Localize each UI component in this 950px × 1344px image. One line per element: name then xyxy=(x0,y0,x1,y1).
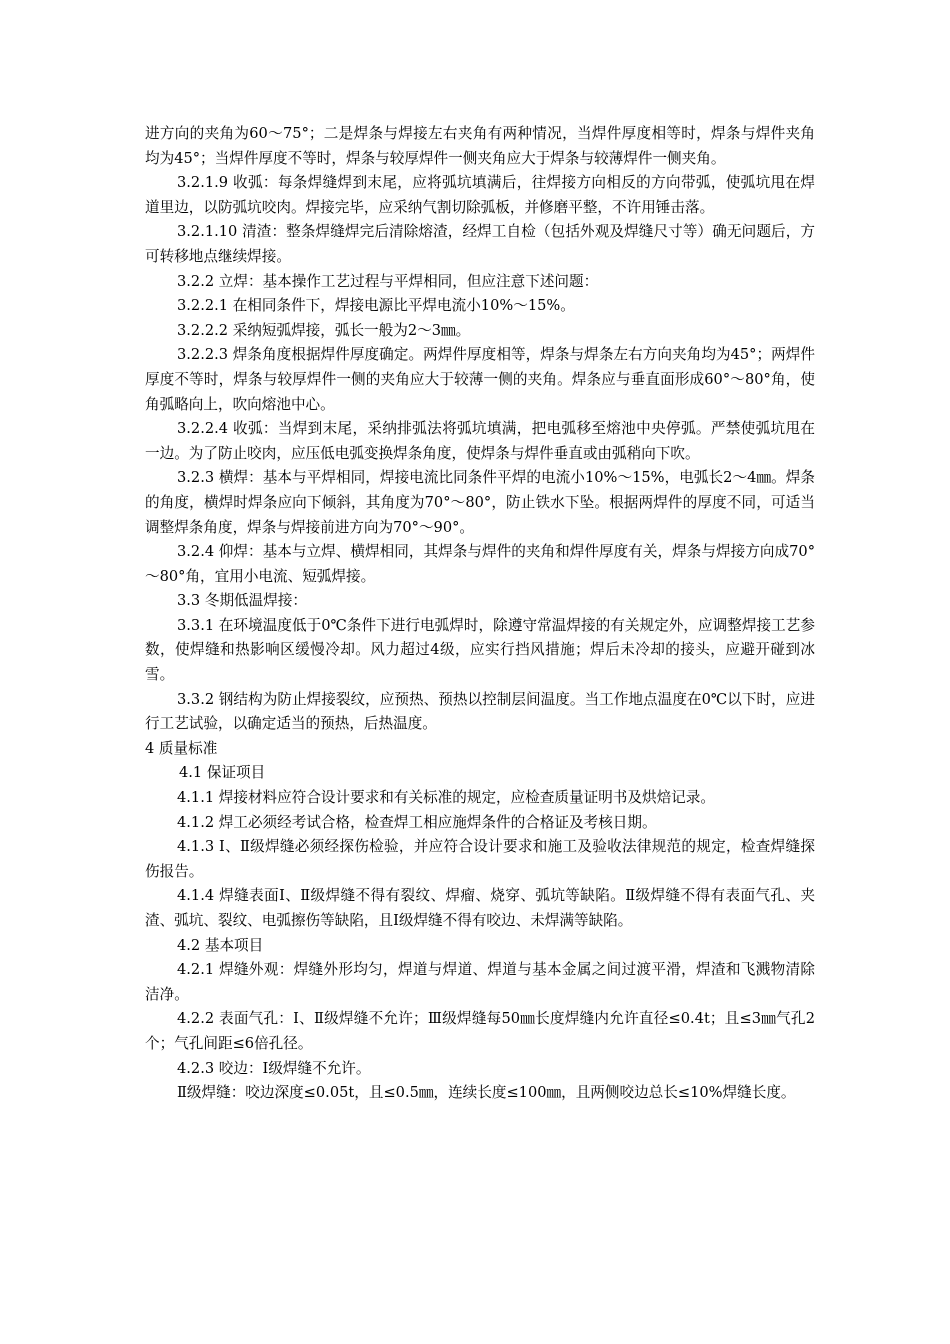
paragraph-3-3-1: 3.3.1 在环境温度低于0℃条件下进行电弧焊时，除遵守常温焊接的有关规定外，应调整焊接工艺参数，使焊缝和热影响区缓慢冷却。风力超过4级，应实行挡风措施；焊后未冷却的接头，应避开碰到冰雪。 xyxy=(145,616,815,684)
heading-3-3: 3.3 冬期低温焊接： xyxy=(177,592,308,610)
paragraph-3-2-1-9: 3.2.1.9 收弧：每条焊缝焊到末尾，应将弧坑填满后，往焊接方向相反的方向带弧，使弧坑甩在焊道里边，以防弧坑咬肉。焊接完毕，应采纳气割切除弧板，并修磨平整，不许用锤击落。 xyxy=(145,174,815,216)
document-body xyxy=(145,122,815,1106)
paragraph-3-2-1-10: 3.2.1.10 清渣：整条焊缝焊完后清除熔渣，经焊工自检（包括外观及焊缝尺寸等）确无问题后，方可转移地点继续焊接。 xyxy=(145,223,815,265)
paragraph-3-2-3: 3.2.3 横焊：基本与平焊相同，焊接电流比同条件平焊的电流小10%～15%，电弧长2～4㎜。焊条的角度，横焊时焊条应向下倾斜，其角度为70°～80°，防止铁水下坠。根据两焊件的厚度不同，可适当调整焊条角度，焊条与焊接前进方向为70°～90°。 xyxy=(145,469,815,536)
paragraph-welding-angle-continued: 进方向的夹角为60～75°；二是焊条与焊接左右夹角有两种情况，当焊件厚度相等时，焊条与焊件夹角均为45°；当焊件厚度不等时，焊条与较厚焊件一侧夹角应大于焊条与较薄焊件一侧夹角。 xyxy=(145,125,815,167)
heading-4-2: 4.2 基本项目 xyxy=(177,936,264,954)
paragraph-3-2-2-2: 3.2.2.2 采纳短弧焊接，弧长一般为2～3㎜。 xyxy=(177,321,471,339)
paragraph-4-2-3: 4.2.3 咬边：Ⅰ级焊缝不允许。 xyxy=(177,1059,371,1077)
paragraph-4-1-1: 4.1.1 焊接材料应符合设计要求和有关标准的规定，应检查质量证明书及烘焙记录。 xyxy=(177,789,715,807)
paragraph-4-2-1: 4.2.1 焊缝外观：焊缝外形均匀，焊道与焊道、焊道与基本金属之间过渡平滑，焊渣和飞溅物清除洁净。 xyxy=(145,961,815,1003)
paragraph-grade-ii-undercut: Ⅱ级焊缝：咬边深度≤0.05t，且≤0.5㎜，连续长度≤100㎜，且两侧咬边总长≤10%焊缝长度。 xyxy=(177,1084,796,1102)
heading-4-quality-standard: 4 质量标准 xyxy=(145,739,218,757)
paragraph-3-2-2-4: 3.2.2.4 收弧：当焊到末尾，采纳排弧法将弧坑填满，把电弧移至熔池中央停弧。严禁使弧坑甩在一边。为了防止咬肉，应压低电弧变换焊条角度，使焊条与焊件垂直或由弧稍向下吹。 xyxy=(145,420,815,462)
paragraph-3-3-2: 3.3.2 钢结构为防止焊接裂纹，应预热、预热以控制层间温度。当工作地点温度在0℃以下时，应进行工艺试验，以确定适当的预热，后热温度。 xyxy=(145,690,815,733)
heading-4-1: 4.1 保证项目 xyxy=(179,764,266,782)
paragraph-3-2-2-3: 3.2.2.3 焊条角度根据焊件厚度确定。两焊件厚度相等，焊条与焊条左右方向夹角均为45°；两焊件厚度不等时，焊条与较厚焊件一侧的夹角应大于较薄一侧的夹角。焊条应与垂直面形成60°～80°角，使角弧略向上，吹向熔池中心。 xyxy=(145,346,815,413)
paragraph-4-1-2: 4.1.2 焊工必须经考试合格，检查焊工相应施焊条件的合格证及考核日期。 xyxy=(177,813,657,831)
paragraph-4-2-2: 4.2.2 表面气孔：Ⅰ、Ⅱ级焊缝不允许；Ⅲ级焊缝每50㎜长度焊缝内允许直径≤0.4t；且≤3㎜气孔2个；气孔间距≤6倍孔径。 xyxy=(145,1010,815,1052)
paragraph-3-2-4: 3.2.4 仰焊：基本与立焊、横焊相同，其焊条与焊件的夹角和焊件厚度有关，焊条与焊接方向成70°～80°角，宜用小电流、短弧焊接。 xyxy=(145,543,815,585)
paragraph-3-2-2-1: 3.2.2.1 在相同条件下，焊接电源比平焊电流小10%～15%。 xyxy=(177,297,575,315)
paragraph-4-1-3: 4.1.3 Ⅰ、Ⅱ级焊缝必须经探伤检验，并应符合设计要求和施工及验收法律规范的规定，检查焊缝探伤报告。 xyxy=(145,838,815,880)
paragraph-4-1-4: 4.1.4 焊缝表面Ⅰ、Ⅱ级焊缝不得有裂纹、焊瘤、烧穿、弧坑等缺陷。Ⅱ级焊缝不得有表面气孔、夹渣、弧坑、裂纹、电弧擦伤等缺陷，且Ⅰ级焊缝不得有咬边、未焊满等缺陷。 xyxy=(145,887,815,929)
paragraph-3-2-2: 3.2.2 立焊：基本操作工艺过程与平焊相同，但应注意下述问题： xyxy=(177,272,599,290)
